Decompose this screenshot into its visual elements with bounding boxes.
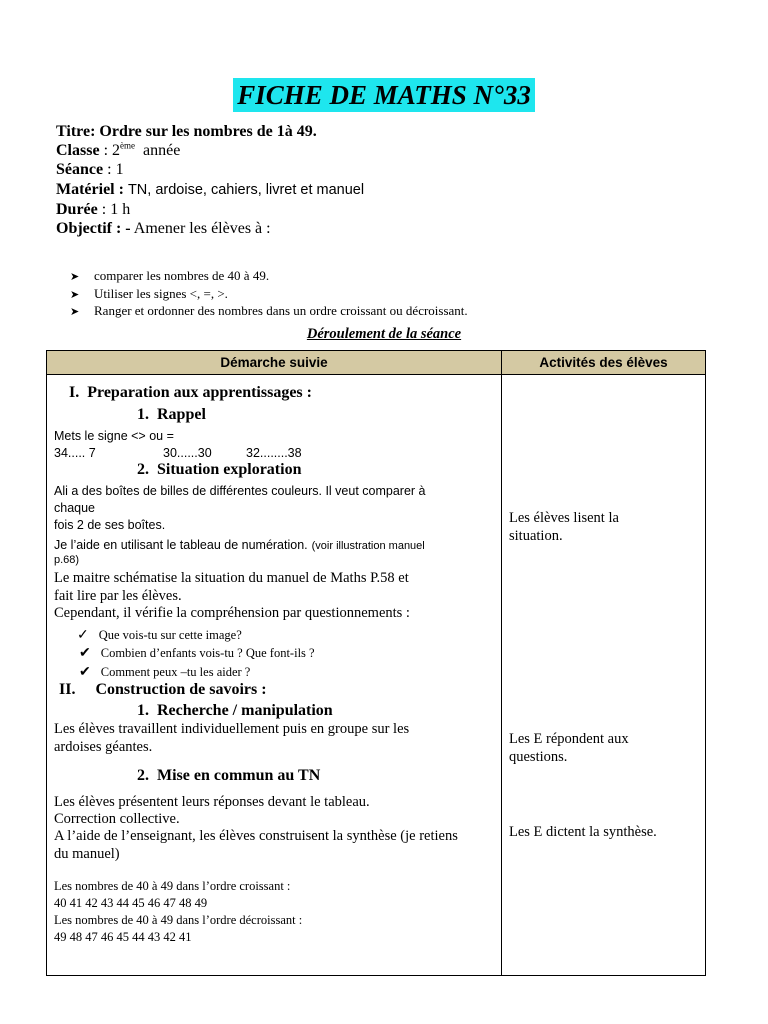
meta-titre xyxy=(56,122,364,141)
objective-text: comparer les nombres de 40 à 49. xyxy=(94,268,270,283)
meta-objectif-value: Amener les élèves à : xyxy=(133,220,271,238)
question-text: Combien d’enfants vois-tu ? Que font-ils ? xyxy=(100,646,315,660)
meta-materiel-label: Matériel : xyxy=(56,180,124,198)
mc-line: Les élèves présentent leurs réponses devant le tableau. xyxy=(54,794,370,810)
meta-duree-value: 1 h xyxy=(110,200,131,218)
question-item xyxy=(79,645,315,662)
table-header-row xyxy=(47,351,706,375)
decroissant-label: Les nombres de 40 à 49 dans l’ordre décroissant : xyxy=(54,913,303,927)
meta-seance: Séance : 1 xyxy=(56,161,124,179)
rappel-heading xyxy=(137,406,206,424)
question-text: Que vois-tu sur cette image? xyxy=(98,628,242,642)
recherche-heading xyxy=(137,702,333,720)
objective-item xyxy=(70,286,468,304)
situation-line: fois 2 de ses boîtes. xyxy=(54,518,166,532)
mc-line: Correction collective. xyxy=(54,811,180,827)
activity-line: Les E répondent aux xyxy=(509,731,629,747)
mc-line: du manuel) xyxy=(54,846,120,862)
rappel-num: 1. xyxy=(137,406,149,423)
recherche-num: 1. xyxy=(137,702,149,719)
activity-line: Les élèves lisent la xyxy=(509,510,619,526)
meta-materiel-value: TN, ardoise, cahiers, livret et manuel xyxy=(127,181,365,198)
rappel-example-2: 30......30 xyxy=(163,446,212,460)
checkmark-icon: ✓ xyxy=(77,628,89,643)
section-title: Déroulement de la séance xyxy=(306,326,462,342)
part1-title: Preparation aux apprentissages : xyxy=(87,384,312,401)
page-title-wrapper xyxy=(0,78,768,112)
mc-line: A l’aide de l’enseignant, les élèves construisent la synthèse (je retiens xyxy=(54,828,458,844)
arrow-bullet-icon: ➤ xyxy=(70,271,80,283)
checkmark-icon: ✔ xyxy=(79,646,91,661)
objectives-list xyxy=(70,268,468,321)
meta-materiel xyxy=(56,180,364,200)
meta-duree-label: Durée xyxy=(56,200,98,218)
activity-line: Les E dictent la synthèse. xyxy=(509,824,657,840)
arrow-bullet-icon: ➤ xyxy=(70,306,80,318)
arrow-bullet-icon: ➤ xyxy=(70,288,80,301)
objective-text: Ranger et ordonner des nombres dans un ordre croissant ou décroissant. xyxy=(94,303,468,318)
meta-classe: Classe : 2ème année xyxy=(56,140,181,160)
lesson-meta xyxy=(56,122,364,238)
objective-item xyxy=(70,268,468,286)
table-row xyxy=(47,375,706,976)
situation-num: 2. xyxy=(137,461,149,478)
meta-classe-label: Classe xyxy=(56,142,100,160)
meta-classe-rest: année xyxy=(143,142,181,160)
situation-line: chaque xyxy=(54,501,96,515)
meta-objectif xyxy=(56,219,364,238)
meta-duree: Durée : 1 h xyxy=(56,200,131,218)
maitre-line: fait lire par les élèves. xyxy=(54,588,182,604)
situation-heading xyxy=(137,461,301,479)
header-activites: Activités des élèves xyxy=(502,351,706,375)
situation-title: Situation exploration xyxy=(157,461,302,478)
meta-titre-value: Ordre sur les nombres de 1à 49. xyxy=(99,123,317,140)
objective-item xyxy=(70,303,468,321)
activity-line: questions. xyxy=(509,749,568,765)
header-demarche: Démarche suivie xyxy=(47,351,502,375)
situation-line: p.68) xyxy=(54,554,80,566)
maitre-line: Cependant, il vérifie la compréhension par questionnements : xyxy=(54,605,410,621)
meta-seance-value: 1 xyxy=(115,161,124,179)
part1-heading xyxy=(69,384,312,402)
checkmark-icon: ✔ xyxy=(79,665,91,680)
miseencommun-title: Mise en commun au TN xyxy=(157,767,321,784)
miseencommun-heading xyxy=(137,767,320,785)
croissant-label: Les nombres de 40 à 49 dans l’ordre croissant : xyxy=(54,879,291,893)
meta-seance-label: Séance xyxy=(56,161,104,179)
activity-line: situation. xyxy=(509,528,563,544)
rappel-example-1: 34..... 7 xyxy=(54,446,96,460)
recherche-title: Recherche / manipulation xyxy=(157,702,333,719)
rappel-title: Rappel xyxy=(157,406,206,423)
decroissant-values: 49 48 47 46 45 44 43 42 41 xyxy=(54,930,192,944)
croissant-values: 40 41 42 43 44 45 46 47 48 49 xyxy=(54,896,208,910)
situation-line-note: (voir illustration manuel xyxy=(311,540,425,552)
meta-classe-num: 2 xyxy=(112,142,121,160)
rappel-instruction: Mets le signe <> ou = xyxy=(54,429,174,443)
page-title: FICHE DE MATHS N°33 xyxy=(233,78,535,112)
miseencommun-num: 2. xyxy=(137,767,149,784)
question-item xyxy=(77,627,242,644)
meta-titre-label: Titre: xyxy=(56,123,96,140)
situation-line-part: Je l’aide en utilisant le tableau de numération. xyxy=(54,538,308,552)
objective-text: Utiliser les signes <, =, >. xyxy=(94,285,228,301)
lesson-table xyxy=(46,350,706,976)
situation-line xyxy=(54,536,425,554)
recherche-line: ardoises géantes. xyxy=(54,739,153,755)
part2-heading xyxy=(59,681,267,699)
part2-num: II. xyxy=(59,681,76,698)
activites-cell xyxy=(502,375,706,976)
meta-classe-sup: ème xyxy=(120,140,136,151)
maitre-line: Le maitre schématise la situation du manuel de Maths P.58 et xyxy=(54,570,409,586)
recherche-line: Les élèves travaillent individuellement puis en groupe sur les xyxy=(54,721,410,737)
meta-objectif-label: Objectif : - xyxy=(56,220,131,238)
situation-line: Ali a des boîtes de billes de différentes couleurs. Il veut comparer à xyxy=(54,484,426,498)
question-text: Comment peux –tu les aider ? xyxy=(100,665,251,679)
part2-title: Construction de savoirs : xyxy=(95,681,267,698)
rappel-example-3: 32........38 xyxy=(246,446,302,460)
part1-num: I. xyxy=(69,384,80,401)
question-item xyxy=(79,664,250,681)
demarche-cell xyxy=(47,375,502,976)
